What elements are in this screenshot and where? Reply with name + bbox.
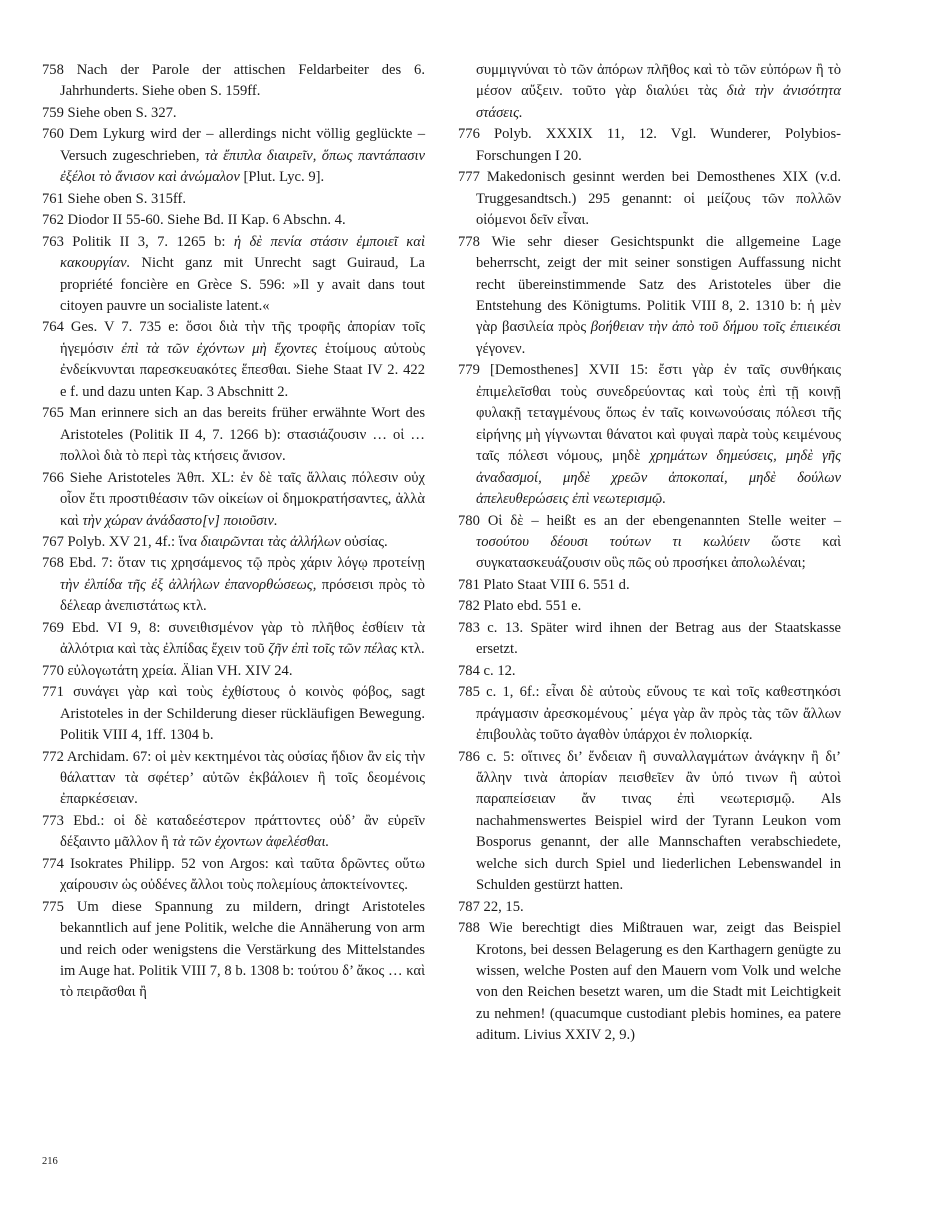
footnote-text: 788 Wie berechtigt dies Mißtrauen war, zeigt das Beispiel Krotons, bei dessen Belagerung es den Karthagern genügte zu wissen, welche Posten auf den Mauern vom Volk und welche von den Reichen besetzt waren, um die Stadt mit Leichtigkeit zu nehmen! (quacumque custodiant plebis homines, ea patere aditum. Livius XXIV 2, 9.) xyxy=(458,920,841,1044)
footnote-text: 785 c. 1, 6f.: εἶναι δὲ αὐτοὺς εὔνους τε καὶ τοῖς καθεστηκόσι πράγμασιν ἀρεσκομένους˙ μέγα γὰρ ἂν πρὸς τὰς τῶν ἄλλων ἐπιβουλὰς τοῦτο ἀγαθὸν ὑπάρχοι ἐν πολιορκίᾳ. xyxy=(458,684,841,744)
footnote-782 xyxy=(458,596,841,617)
footnote-text: 771 συνάγει γὰρ καὶ τοὺς ἐχθίστους ὁ κοινὸς φόβος, sagt Aristoteles in der Schilderung dieser rückläufigen Bewegung. Politik VIII 4, 1ff. 1304 b. xyxy=(42,684,425,744)
footnote-text: 776 Polyb. XXXIX 11, 12. Vgl. Wunderer, Polybios-Forschungen I 20. xyxy=(458,126,841,164)
footnote-text: 781 Plato Staat VIII 6. 551 d. xyxy=(458,576,630,593)
footnote-text: οὐσίας. xyxy=(340,533,388,550)
footnote-text: 777 Makedonisch gesinnt werden bei Demosthenes XIX (v.d. Truggesandtsch.) 295 genannt: οἱ μείζους τῶν πολλῶν οἰόμενοι δεῖν εἶναι. xyxy=(458,169,841,229)
footnote-text: συμμιγνύναι τὸ τῶν ἀπόρων πλῆθος καὶ τὸ τῶν εὐπόρων ἢ τὸ μέσον αὔξειν. τοῦτο γὰρ διαλύει τὰς xyxy=(476,62,841,100)
footnote-text: [Plut. Lyc. 9]. xyxy=(239,169,325,186)
footnote-779 xyxy=(458,360,841,510)
footnote-771 xyxy=(42,682,425,746)
footnote-text: 775 Um diese Spannung zu mildern, dringt Aristoteles bekanntlich auf jene Politik, welche die Annäherung von arm und reich oder wenigstens die Verstärkung des Mittelstandes im Auge hat. Politik VIII 7, 8 b. 1308 b: τούτου δ’ ἄκος … καὶ τὸ πειρᾶσθαι ἢ xyxy=(42,898,425,1001)
footnote-text: πρόσεισι πρὸς τὸ δέλεαρ ἀνεπιστάτως κτλ. xyxy=(60,576,425,615)
footnote-772 xyxy=(42,747,425,811)
footnote-781 xyxy=(458,575,841,596)
footnote-text: 760 Dem Lykurg wird der – allerdings nicht völlig geglückte – Versuch zugeschrieben, xyxy=(42,126,425,164)
italic-quote: τὴν χώραν ἀνάδαστο[ν] ποιοῦσιν. xyxy=(82,512,278,529)
footnote-text: 784 c. 12. xyxy=(458,662,516,679)
footnote-780 xyxy=(458,511,841,575)
italic-quote: τοσούτου δέουσι τούτων τι κωλύειν xyxy=(476,533,750,550)
footnote-761 xyxy=(42,189,425,210)
footnote-783 xyxy=(458,618,841,661)
footnote-text: 774 Isokrates Philipp. 52 von Argos: καὶ ταῦτα δρῶντες οὕτω χαίρουσιν ὡς οὐδένες ἄλλοι τοὺς πολεμίους ἀποκτείνοντες. xyxy=(42,855,425,894)
italic-quote: τὴν ἐλπίδα τῆς ἐξ ἀλλήλων ἐπανορθώσεως, xyxy=(60,576,317,593)
footnote-text: 768 Ebd. 7: ὅταν τις χρησάμενος τῷ πρὸς χάριν λόγῳ προτείνῃ xyxy=(42,555,425,572)
footnote-text: 759 Siehe oben S. 327. xyxy=(42,104,177,121)
footnote-text: 766 Siehe Aristoteles Ἀθπ. XL: ἐν δὲ ταῖς ἄλλαις πόλεσιν οὐχ οἷον ἔτι προστιθέασιν τῶν οἰκείων οἱ δημοκρατήσαντες, ἀλλὰ καὶ xyxy=(42,469,425,529)
italic-quote: ἡ δὲ πενία στάσιν ἐμποιεῖ καὶ κακουργίαν. xyxy=(60,233,425,272)
footnote-text: 758 Nach der Parole der attischen Feldarbeiter des 6. Jahrhunderts. Siehe oben S. 159ff. xyxy=(42,62,425,100)
footnote-continuation xyxy=(458,60,841,124)
italic-quote: διαιρῶνται τὰς ἀλλήλων xyxy=(200,533,341,550)
italic-quote: ἐπὶ τὰ τῶν ἐχόντων μὴ ἔχοντες xyxy=(121,340,318,357)
footnote-786 xyxy=(458,747,841,897)
footnote-770 xyxy=(42,661,425,682)
footnote-text: 782 Plato ebd. 551 e. xyxy=(458,598,582,615)
footnote-text: ἑτοίμους αὑτοὺς ἐνδείκνυνται παρεσκευακότες ἕπεσθαι. Siehe Staat IV 2. 422 e f. und dazu unten Kap. 3 Abschnitt 2. xyxy=(60,340,425,400)
italic-quote: διὰ τὴν ἀνισότητα στάσεις. xyxy=(476,83,841,121)
footnote-777 xyxy=(458,167,841,231)
footnote-text: ὥστε καὶ συγκατασκευάζουσιν οὓς πῶς οὐ προσήκει ἀπολωλέναι; xyxy=(476,533,841,572)
footnote-text: 787 22, 15. xyxy=(458,898,524,915)
footnote-760 xyxy=(42,124,425,188)
footnote-text: γέγονεν. xyxy=(476,340,526,357)
footnote-784 xyxy=(458,661,841,682)
footnote-text: κτλ. xyxy=(397,641,425,658)
footnote-774 xyxy=(42,854,425,897)
footnote-778 xyxy=(458,232,841,361)
footnote-788 xyxy=(458,918,841,1047)
footnote-773 xyxy=(42,811,425,854)
footnote-776 xyxy=(458,124,841,167)
footnote-text: Nicht ganz mit Unrecht sagt Guiraud, La propriété foncière en Grèce S. 596: »Il y avait dans tout citoyen pauvre un socialiste latent.« xyxy=(60,255,425,314)
italic-quote: βοήθειαν τὴν ἀπὸ τοῦ δήμου τοῖς ἐπιεικέσι xyxy=(590,319,841,336)
footnote-766 xyxy=(42,468,425,532)
footnote-758 xyxy=(42,60,425,103)
footnote-765 xyxy=(42,403,425,467)
footnote-764 xyxy=(42,317,425,403)
left-footnote-column xyxy=(42,60,425,1004)
page-number: 216 xyxy=(42,1156,58,1167)
footnote-785 xyxy=(458,682,841,746)
footnote-762 xyxy=(42,210,425,231)
italic-quote: χρημάτων δημεύσεις, μηδὲ γῆς ἀναδασμοί, μηδὲ χρεῶν ἀποκοπαί, μηδὲ δούλων ἀπελευθερώσεις ἐπὶ νεωτερισμῷ. xyxy=(476,448,842,508)
footnote-text: 769 Ebd. VI 9, 8: συνειθισμένον γὰρ τὸ πλῆθος ἐσθίειν τὰ ἀλλότρια καὶ τὰς ἐλπίδας ἔχειν τοῦ xyxy=(42,619,425,658)
footnote-text: 772 Archidam. 67: οἱ μὲν κεκτημένοι τὰς οὐσίας ἥδιον ἂν εἰς τὴν θάλατταν τὰ σφέτερ’ αὐτῶν ἐκβάλοιεν ἢ τοῖς δεομένοις ἐπαρκέσειαν. xyxy=(42,748,425,808)
footnote-text: 773 Ebd.: οἱ δὲ καταδεέστερον πράττοντες οὐδ’ ἂν εὑρεῖν δέξαιντο μᾶλλον ἢ xyxy=(42,812,425,851)
footnote-text: 786 c. 5: οἵτινες δι’ ἔνδειαν ἢ συναλλαγμάτων ἀνάγκην ἢ δι’ ἄλλην τινὰ ἀπορίαν πεισθεῖεν ἂν ὑπό τινων ἢ αὐτοὶ παραπείσειαν ἄν τινας ἐπὶ νεωτερισμῷ. Als nachahmenswertes Beispiel wird der Tyrann Leukon vom Bosporus genannt, der alle Mannschaften verabschiedete, welche sich durch Spiel und liederlichen Lebenswandel in Schulden gestürzt hatten. xyxy=(458,748,841,894)
footnote-763 xyxy=(42,232,425,318)
footnote-775 xyxy=(42,897,425,1004)
footnote-text: 765 Man erinnere sich an das bereits früher erwähnte Wort des Aristoteles (Politik II 4, 7. 1266 b): στασιάζουσιν … οἱ … πολλοὶ διὰ τὸ περὶ τὰς κτήσεις ἄνισον. xyxy=(42,405,425,465)
footnote-text: 770 εὐλογωτάτη χρεία. Älian VH. XIV 24. xyxy=(42,662,293,679)
footnote-767 xyxy=(42,532,425,553)
footnote-text: 780 Οἱ δὲ – heißt es an der ebengenannten Stelle weiter – xyxy=(458,512,841,529)
footnote-text: 764 Ges. V 7. 735 e: ὅσοι διὰ τὴν τῆς τροφῆς ἀπορίαν τοῖς ἡγεμόσιν xyxy=(42,319,425,357)
footnote-text: 778 Wie sehr dieser Gesichtspunkt die allgemeine Lage beherrscht, zeigt der mit seiner sonstigen Auffassung nicht recht übereinstimmende Satz des Aristoteles über die Entstehung des Königtums. Politik VIII 8, 2. 1310 b: ἡ μὲν γὰρ βασιλεία πρὸς xyxy=(458,233,841,336)
footnote-769 xyxy=(42,618,425,661)
footnote-text: 767 Polyb. XV 21, 4f.: ἵνα xyxy=(42,533,201,550)
footnote-text: 761 Siehe oben S. 315ff. xyxy=(42,190,187,207)
footnote-text: 762 Diodor II 55-60. Siehe Bd. II Kap. 6 Abschn. 4. xyxy=(42,212,346,229)
footnote-759 xyxy=(42,103,425,124)
footnote-768 xyxy=(42,553,425,617)
footnote-text: 779 [Demosthenes] XVII 15: ἔστι γὰρ ἐν ταῖς συνθήκαις ἐπιμελεῖσθαι τοὺς συνεδρεύοντας καὶ τοὺς ἐπὶ τῇ κοινῇ φυλακῇ τεταγμένους ὅπως ἐν ταῖς κοινωνούσαις πόλεσι τῆς εἰρήνης μὴ γίγνωνται θάνατοι καὶ φυγαὶ παρὰ τοὺς κειμένους ταῖς πόλεσι νόμους, μηδὲ xyxy=(458,362,841,465)
italic-quote: τὰ ἔπιπλα διαιρεῖν, ὅπως παντάπασιν ἐξέλοι τὸ ἄνισον καὶ ἀνώμαλον xyxy=(60,147,426,186)
italic-quote: τὰ τῶν ἐχοντων ἀφελέσθαι. xyxy=(172,834,330,851)
footnote-text: 763 Politik II 3, 7. 1265 b: xyxy=(42,233,234,250)
footnote-text: 783 c. 13. Später wird ihnen der Betrag aus der Staatskasse ersetzt. xyxy=(458,619,841,658)
footnote-787 xyxy=(458,897,841,918)
right-footnote-column xyxy=(458,60,841,1047)
italic-quote: ζῆν ἐπὶ τοῖς τῶν πέλας xyxy=(268,641,398,658)
